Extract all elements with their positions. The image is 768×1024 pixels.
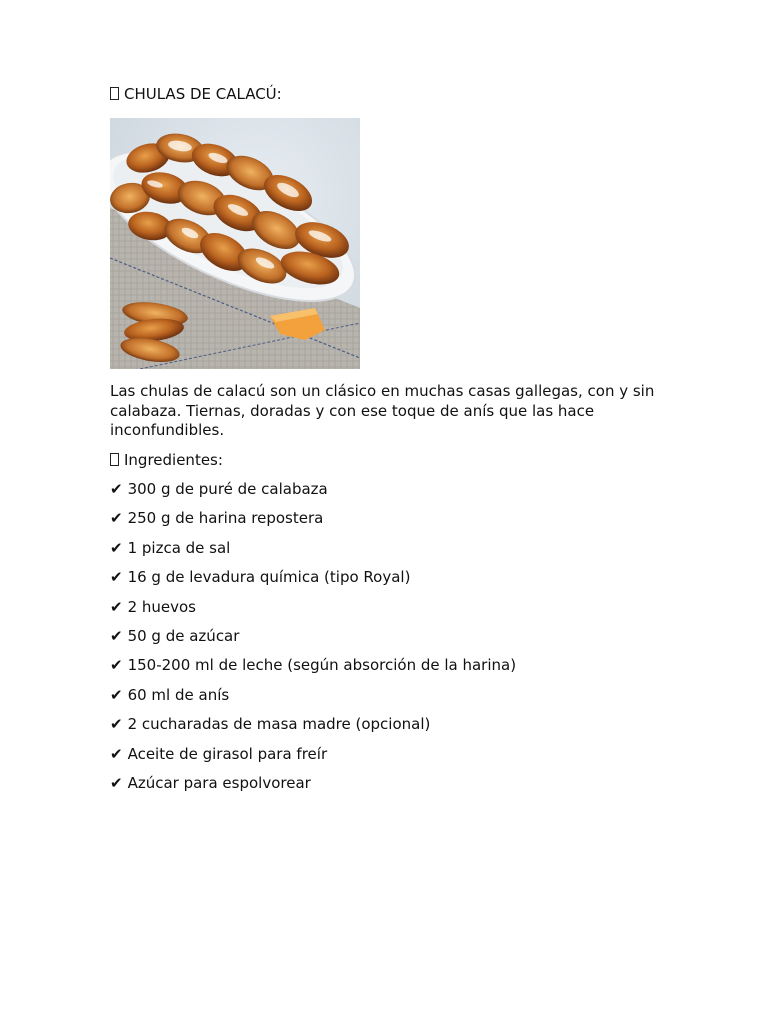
check-mark-icon: ✔ — [110, 715, 123, 734]
missing-emoji-glyph-icon — [110, 453, 119, 466]
ingredient-text: 60 ml de anís — [127, 685, 230, 704]
ingredient-text: 300 g de puré de calabaza — [127, 480, 328, 498]
recipe-title: CHULAS DE CALACÚ: — [124, 85, 282, 103]
ingredient-item — [110, 627, 516, 656]
ingredient-text: 2 huevos — [127, 597, 197, 616]
ingredient-item — [110, 480, 516, 509]
check-mark-icon: ✔ — [110, 685, 123, 704]
ingredient-text: Azúcar para espolvorear — [127, 773, 311, 792]
ingredient-text: 16 g de levadura química (tipo Royal) — [127, 568, 411, 587]
recipe-title-line — [110, 85, 282, 103]
ingredient-item — [110, 568, 516, 597]
recipe-photo — [110, 118, 360, 369]
ingredient-item — [110, 539, 516, 568]
ingredient-item — [110, 598, 516, 627]
check-mark-icon: ✔ — [110, 744, 123, 763]
ingredients-heading: Ingredientes: — [124, 451, 223, 469]
recipe-intro: Las chulas de calacú son un clásico en muchas casas gallegas, con y sin calabaza. Tiernas, doradas y con ese toque de anís que las hace inconfundibles. — [110, 382, 655, 439]
ingredient-item — [110, 686, 516, 715]
ingredient-text: 1 pizca de sal — [127, 538, 231, 557]
ingredient-text: 50 g de azúcar — [127, 626, 240, 645]
ingredient-item — [110, 774, 516, 803]
ingredient-text: 2 cucharadas de masa madre (opcional) — [127, 715, 431, 734]
ingredients-list — [110, 480, 516, 803]
ingredient-text: 150-200 ml de leche (según absorción de la harina) — [127, 656, 517, 675]
ingredient-text: Aceite de girasol para freír — [127, 744, 328, 763]
ingredient-item — [110, 656, 516, 685]
check-mark-icon: ✔ — [110, 597, 123, 616]
check-mark-icon: ✔ — [110, 626, 123, 645]
ingredient-item — [110, 509, 516, 538]
check-mark-icon: ✔ — [110, 509, 123, 528]
ingredients-heading-line — [110, 451, 223, 469]
check-mark-icon: ✔ — [110, 656, 123, 675]
missing-emoji-glyph-icon — [110, 87, 119, 100]
check-mark-icon: ✔ — [110, 538, 123, 557]
ingredient-item — [110, 715, 516, 744]
ingredient-item — [110, 745, 516, 774]
ingredient-text: 250 g de harina repostera — [127, 509, 324, 528]
check-mark-icon: ✔ — [110, 773, 123, 792]
check-mark-icon: ✔ — [110, 568, 123, 587]
check-mark-icon: ✔ — [110, 480, 123, 498]
